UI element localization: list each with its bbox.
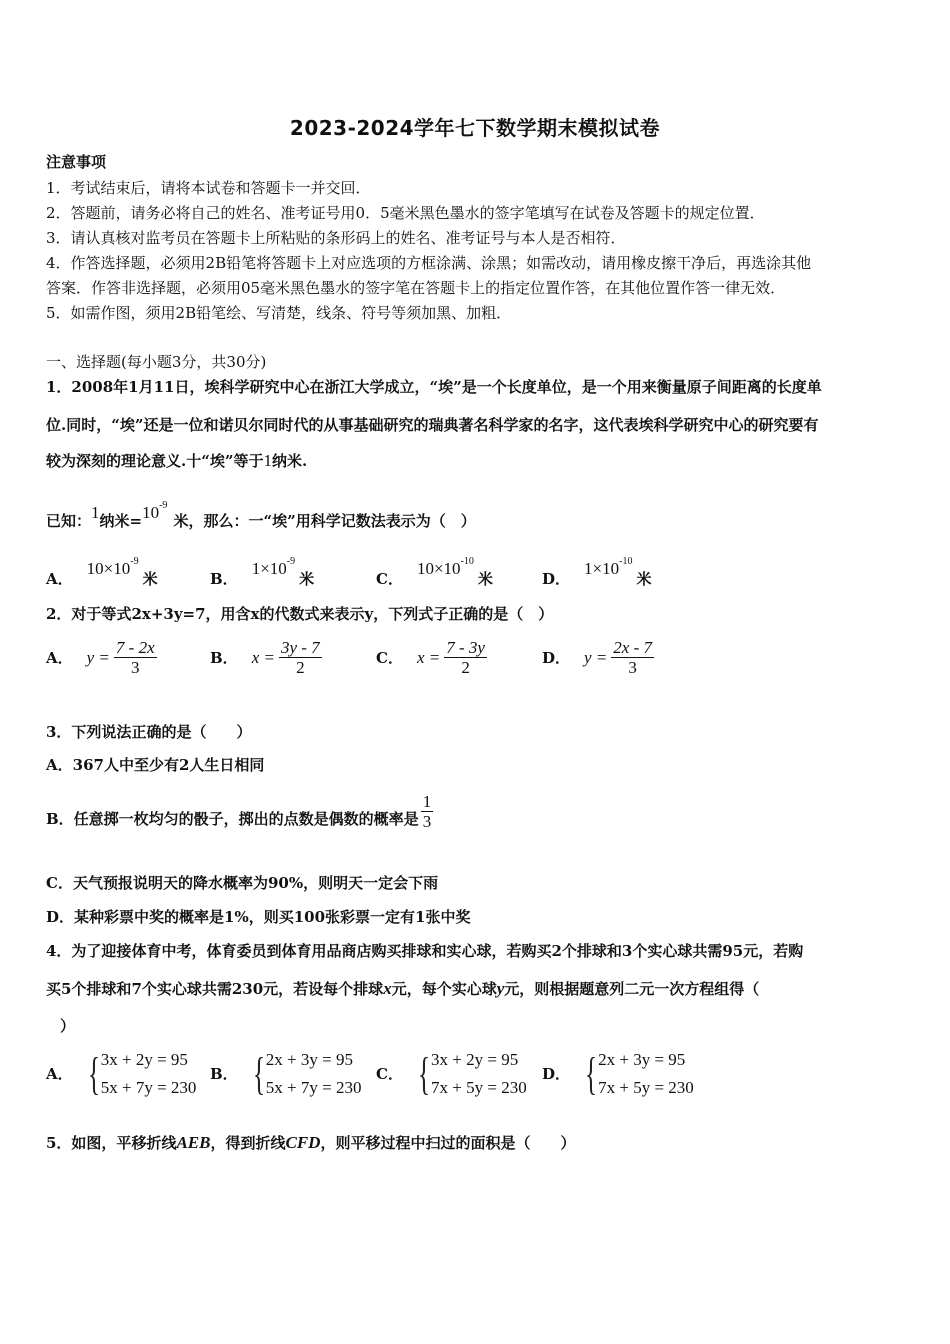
q2-option-b-fraction [279,638,322,677]
q1-line-3-value: 1 [263,451,272,470]
q1-option-d-label: D． [542,570,571,588]
q4-option-d-system [580,1046,694,1102]
q4-option-c-system [413,1046,527,1102]
q4-option-a-label: A． [46,1065,73,1083]
q2-option-c-fraction [444,638,487,677]
q2-option-c-label: C． [376,648,403,667]
q1-option-d-exp: -10 [619,556,633,567]
q5-stem-mid: ，得到折线 [210,1134,286,1152]
q1-option-a-label: A． [46,570,73,588]
q3-option-c[interactable]: C．天气预报说明天的降水概率为90%，则明天一定会下雨 [46,874,439,892]
q4-option-a-eq2: 5x + 7y = 230 [100,1078,197,1097]
q5-stem-text: 5．如图，平移折线 [46,1134,177,1152]
q3-option-b[interactable] [46,792,433,831]
q1-known-base: 10 [142,503,160,522]
q5-stem [46,1133,575,1153]
q4-option-b-system [248,1046,362,1102]
q1-option-b-exp: -9 [286,556,296,567]
q1-option-c-unit: 米 [477,570,493,588]
q2-option-c[interactable] [376,638,487,677]
q4-var-y: y [496,979,505,998]
q1-known-unit: 纳米= [99,512,143,530]
q1-option-a-exp: -9 [130,556,139,567]
notice-heading: 注意事项 [46,153,107,171]
q4-line-2 [46,979,759,999]
q2-option-d-numerator: 2x - 7 [613,638,653,657]
q4-option-c-eq1: 3x + 2y = 95 [431,1050,519,1069]
q4-option-d-brace: { [584,1048,598,1099]
q4-option-c-label: C． [376,1065,403,1083]
q1-option-b-label: B． [210,570,238,588]
q1-known-exp: -9 [159,500,168,511]
q4-line-1: 4．为了迎接体育中考，体育委员到体育用品商店购买排球和实心球，若购买2个排球和3个实心球共需95元，若购 [46,942,804,960]
notice-item-4: 4．作答选择题，必须用2B铅笔将答题卡上对应选项的方框涂满、涂黑；如需改动，请用橡皮擦干净后，再选涂其他 [46,254,812,272]
q1-known-one: 1 [91,503,100,522]
q3-option-b-text: B．任意掷一枚均匀的骰子，掷出的点数是偶数的概率是 [46,810,419,828]
q1-option-a-unit: 米 [142,570,158,588]
q2-option-d-label: D． [542,648,571,667]
q1-option-c[interactable] [376,552,493,589]
notice-item-3: 3．请认真核对监考员在答题卡上所粘贴的条形码上的姓名、准考证号与本人是否相符． [46,229,626,247]
q2-option-a-denominator: 3 [131,658,140,677]
q5-polyline-cfd: CFD [285,1133,321,1152]
q4-option-a-brace: { [87,1048,100,1099]
q3-option-b-numerator: 1 [422,792,432,811]
q4-option-b-label: B． [210,1065,238,1083]
q2-option-a-fraction [114,638,157,677]
q1-option-d-unit: 米 [636,570,652,588]
q3-option-d[interactable]: D．某种彩票中奖的概率是1%，则买100张彩票一定有1张中奖 [46,908,471,926]
q2-option-a-label: A． [46,648,73,667]
q1-option-d-coef: 1×10 [584,559,620,578]
q4-option-b[interactable] [210,1046,361,1102]
q4-option-b-eq2: 5x + 7y = 230 [265,1078,362,1097]
q4-option-a[interactable] [46,1046,196,1102]
notice-item-5: 5．如需作图，须用2B铅笔绘、写清楚，线条、符号等须加黑、加粗． [46,304,512,322]
q4-option-d-eq2: 7x + 5y = 230 [598,1078,694,1097]
notice-item-4-cont: 答案．作答非选择题，必须用05毫米黑色墨水的签字笔在答题卡上的指定位置作答，在其他位置作答一律无效． [46,279,786,297]
q2-option-d[interactable] [542,638,654,677]
q1-line-3-unit: 纳米. [271,452,308,470]
q1-line-2: 位.同时，“埃”还是一位和诺贝尔同时代的从事基础研究的瑞典著名科学家的名字，这代表埃科学研究中心的研究要有 [46,416,819,434]
q1-line-1: 1．2008年1月11日，埃科学研究中心在浙江大学成立，“埃”是一个长度单位，是一个用来衡量原子间距离的长度单 [46,378,822,396]
q2-option-a-lhs: y = [86,647,110,667]
q2-option-c-denominator: 2 [461,658,470,677]
q2-option-b-lhs: x = [251,647,275,667]
q3-option-b-fraction [421,792,434,831]
q1-option-b-unit: 米 [299,570,315,588]
q5-polyline-aeb: AEB [176,1133,211,1152]
q2-option-a-numerator: 7 - 2x [115,638,155,657]
q2-option-d-lhs: y = [584,647,608,667]
notice-item-1: 1．考试结束后，请将本试卷和答题卡一并交回． [46,179,371,197]
q1-option-c-label: C． [376,570,403,588]
q2-option-c-numerator: 7 - 3y [446,638,485,657]
q4-option-b-eq1: 2x + 3y = 95 [265,1050,353,1069]
q4-option-c-brace: { [417,1048,431,1099]
q3-stem: 3．下列说法正确的是（ ） [46,723,252,741]
q4-option-c[interactable] [376,1046,527,1102]
q4-option-a-eq1: 3x + 2y = 95 [100,1050,188,1069]
q4-option-b-brace: { [252,1048,265,1099]
page-title: 2023-2024学年七下数学期末模拟试卷 [289,116,661,140]
q4-line-2-end: 元，则根据题意列二元一次方程组得（ [504,980,760,998]
q3-option-b-denominator: 3 [422,812,432,831]
q2-stem: 2．对于等式2x+3y=7，用含x的代数式来表示y，下列式子正确的是（ ） [46,605,554,623]
q1-option-c-exp: -10 [460,556,474,567]
q1-line-3 [46,451,307,471]
q4-option-a-system [83,1046,197,1102]
q4-line-2-mid: 元，每个实心球 [391,980,497,998]
q4-line-3: ） [60,1017,76,1035]
q1-known-line [46,496,476,531]
notice-item-2: 2．答题前，请务必将自己的姓名、准考证号用0．5毫米黑色墨水的签字笔填写在试卷及答题卡的规定位置． [46,204,765,222]
q3-option-a[interactable]: A．367人中至少有2人生日相同 [46,756,265,774]
q1-line-3-text: 较为深刻的理论意义.十“埃”等于 [46,452,264,470]
q1-option-c-coef: 10×10 [416,559,461,578]
q2-option-b[interactable] [210,638,322,677]
q4-option-d-label: D． [542,1065,571,1083]
q1-option-a-coef: 10×10 [86,559,131,578]
q1-known-label: 已知： [46,512,92,530]
q1-known-rest: 米，那么：一“埃”用科学记数法表示为（ ） [173,512,476,530]
q2-option-a[interactable] [46,638,157,677]
q4-line-2-text: 买5个排球和7个实心球共需230元，若设每个排球 [46,980,384,998]
q1-option-d[interactable] [542,552,651,589]
q2-option-b-numerator: 3y - 7 [280,638,320,657]
q4-option-c-eq2: 7x + 5y = 230 [431,1078,527,1097]
q4-var-x: x [383,979,392,998]
q2-option-c-lhs: x = [416,647,441,667]
section-heading: 一、选择题(每小题3分，共30分) [46,353,267,371]
q4-option-d[interactable] [542,1046,694,1102]
q2-option-b-denominator: 2 [296,658,305,677]
q1-option-a[interactable] [46,552,158,589]
q2-option-d-denominator: 3 [628,658,637,677]
q5-stem-end: ，则平移过程中扫过的面积是（ ） [320,1134,576,1152]
q4-option-d-eq1: 2x + 3y = 95 [598,1050,686,1069]
q2-option-d-fraction [611,638,654,677]
q1-option-b-coef: 1×10 [251,559,287,578]
q1-option-b[interactable] [210,552,314,589]
q2-option-b-label: B． [210,648,238,667]
